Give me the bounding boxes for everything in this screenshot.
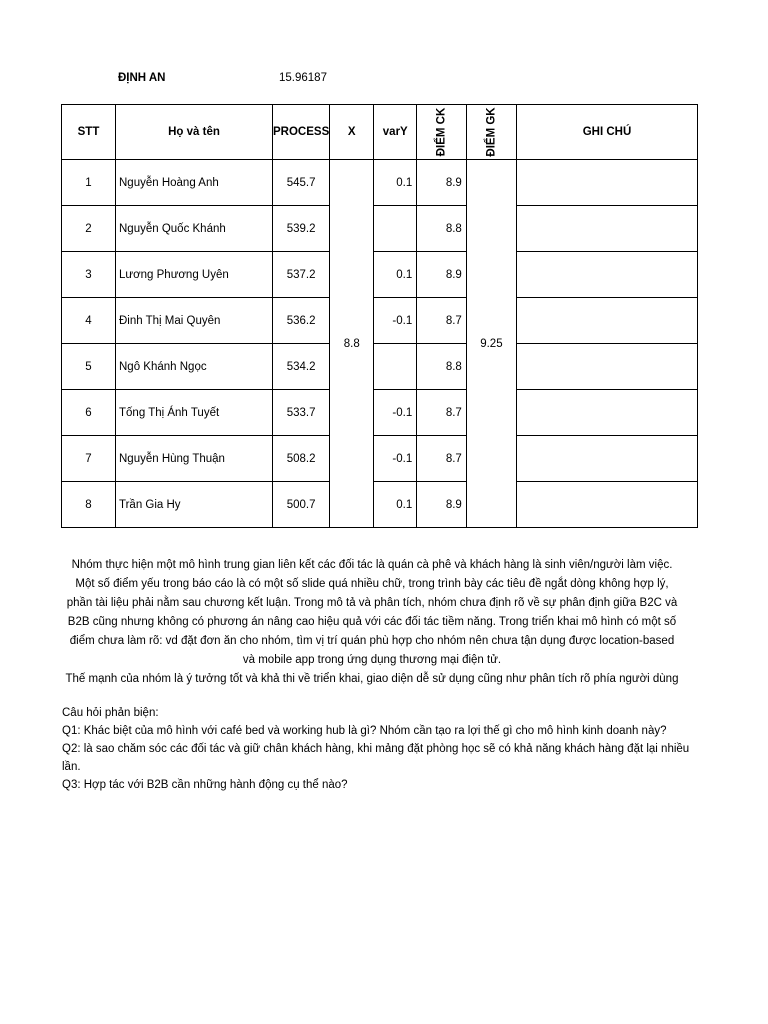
cell-name: Lương Phương Uyên bbox=[116, 252, 273, 298]
col-header-ck bbox=[417, 105, 467, 160]
cell-ck: 8.9 bbox=[417, 160, 467, 206]
comment-line: B2B cũng nhưng không có phương án nâng cao hiệu quả với các đối tác tiềm năng. Trong triển khai mô hình có một số bbox=[67, 616, 677, 628]
cell-ck: 8.8 bbox=[417, 206, 467, 252]
questions-title: Câu hỏi phản biện: bbox=[62, 707, 159, 719]
col-header-process: PROCESS bbox=[273, 105, 330, 160]
grade-table bbox=[61, 104, 698, 528]
col-header-x: X bbox=[330, 105, 374, 160]
comment-line: Thế mạnh của nhóm là ý tưởng tốt và khả thi về triển khai, giao diện dễ sử dụng cũng như phân tích rõ phía người dùng bbox=[65, 673, 679, 685]
cell-name: Nguyễn Hùng Thuận bbox=[116, 436, 273, 482]
cell-note bbox=[517, 344, 698, 390]
cell-process: 534.2 bbox=[273, 344, 330, 390]
cell-note bbox=[517, 252, 698, 298]
cell-name: Trần Gia Hy bbox=[116, 482, 273, 528]
table-row bbox=[62, 160, 698, 206]
cell-vary: -0.1 bbox=[374, 436, 417, 482]
cell-process: 536.2 bbox=[273, 298, 330, 344]
comment-paragraph bbox=[62, 556, 682, 689]
cell-note bbox=[517, 298, 698, 344]
cell-stt: 6 bbox=[62, 390, 116, 436]
cell-vary bbox=[374, 344, 417, 390]
comment-line: phần tài liệu phải nằm sau chương kết luận. Trong mô tả và phân tích, nhóm chưa định rõ về sự phân định giữa B2C và bbox=[66, 597, 678, 609]
table-row bbox=[62, 298, 698, 344]
table-row bbox=[62, 344, 698, 390]
cell-name: Ngô Khánh Ngọc bbox=[116, 344, 273, 390]
col-header-stt: STT bbox=[62, 105, 116, 160]
cell-process: 508.2 bbox=[273, 436, 330, 482]
question-line: Q2: là sao chăm sóc các đối tác và giữ chân khách hàng, khi mảng đặt phòng học sẽ có khả năng khách hàng đặt lại nhiều bbox=[62, 743, 690, 755]
table-row bbox=[62, 206, 698, 252]
col-header-ck-label: ĐIỂM CK bbox=[435, 107, 448, 157]
cell-stt: 5 bbox=[62, 344, 116, 390]
col-header-note: GHI CHÚ bbox=[517, 105, 698, 160]
table-row bbox=[62, 390, 698, 436]
table-row bbox=[62, 252, 698, 298]
cell-vary: -0.1 bbox=[374, 298, 417, 344]
table-header-row bbox=[62, 105, 698, 160]
col-header-vary: varY bbox=[374, 105, 417, 160]
cell-note bbox=[517, 482, 698, 528]
question-line: Q1: Khác biệt của mô hình với café bed và working hub là gì? Nhóm cần tạo ra lợi thế gì cho mô hình kinh doanh này? bbox=[62, 725, 667, 737]
question-line: lần. bbox=[62, 761, 81, 773]
cell-ck: 8.9 bbox=[417, 482, 467, 528]
cell-process: 537.2 bbox=[273, 252, 330, 298]
col-header-gk bbox=[466, 105, 516, 160]
cell-vary: 0.1 bbox=[374, 252, 417, 298]
header-value: 15.96187 bbox=[279, 72, 327, 84]
cell-stt: 4 bbox=[62, 298, 116, 344]
col-header-name: Họ và tên bbox=[116, 105, 273, 160]
cell-ck: 8.7 bbox=[417, 436, 467, 482]
cell-stt: 2 bbox=[62, 206, 116, 252]
cell-vary: 0.1 bbox=[374, 160, 417, 206]
cell-note bbox=[517, 206, 698, 252]
cell-process: 533.7 bbox=[273, 390, 330, 436]
cell-process: 500.7 bbox=[273, 482, 330, 528]
cell-ck: 8.8 bbox=[417, 344, 467, 390]
cell-gk-merged: 9.25 bbox=[466, 160, 516, 528]
cell-vary bbox=[374, 206, 417, 252]
cell-name: Tống Thị Ánh Tuyết bbox=[116, 390, 273, 436]
cell-stt: 8 bbox=[62, 482, 116, 528]
cell-name: Nguyễn Hoàng Anh bbox=[116, 160, 273, 206]
header-name: ĐỊNH AN bbox=[118, 72, 166, 84]
col-header-gk-label: ĐIỂM GK bbox=[485, 107, 498, 157]
comment-line: Một số điểm yếu trong báo cáo là có một số slide quá nhiều chữ, trong trình bày các tiêu đề ngắt dòng không hợp lý, bbox=[75, 578, 669, 590]
comment-line: và mobile app trong ứng dụng thương mại điện tử. bbox=[242, 654, 502, 666]
cell-vary: -0.1 bbox=[374, 390, 417, 436]
table-row bbox=[62, 482, 698, 528]
cell-stt: 7 bbox=[62, 436, 116, 482]
cell-name: Nguyễn Quốc Khánh bbox=[116, 206, 273, 252]
cell-x-merged: 8.8 bbox=[330, 160, 374, 528]
table-row bbox=[62, 436, 698, 482]
cell-note bbox=[517, 390, 698, 436]
comment-line: Nhóm thực hiện một mô hình trung gian liên kết các đối tác là quán cà phê và khách hàng là sinh viên/người làm việc. bbox=[71, 559, 673, 571]
cell-process: 539.2 bbox=[273, 206, 330, 252]
question-line: Q3: Hợp tác với B2B cần những hành động cụ thể nào? bbox=[62, 779, 348, 791]
cell-ck: 8.9 bbox=[417, 252, 467, 298]
cell-ck: 8.7 bbox=[417, 298, 467, 344]
questions-section bbox=[62, 704, 702, 794]
cell-name: Đinh Thị Mai Quyên bbox=[116, 298, 273, 344]
cell-stt: 3 bbox=[62, 252, 116, 298]
cell-process: 545.7 bbox=[273, 160, 330, 206]
comment-line: điểm chưa làm rõ: vd đặt đơn ăn cho nhóm, tìm vị trí quán phù hợp cho nhóm nên chưa tận dụng được location-based bbox=[69, 635, 675, 647]
cell-stt: 1 bbox=[62, 160, 116, 206]
cell-note bbox=[517, 436, 698, 482]
cell-ck: 8.7 bbox=[417, 390, 467, 436]
cell-vary: 0.1 bbox=[374, 482, 417, 528]
cell-note bbox=[517, 160, 698, 206]
